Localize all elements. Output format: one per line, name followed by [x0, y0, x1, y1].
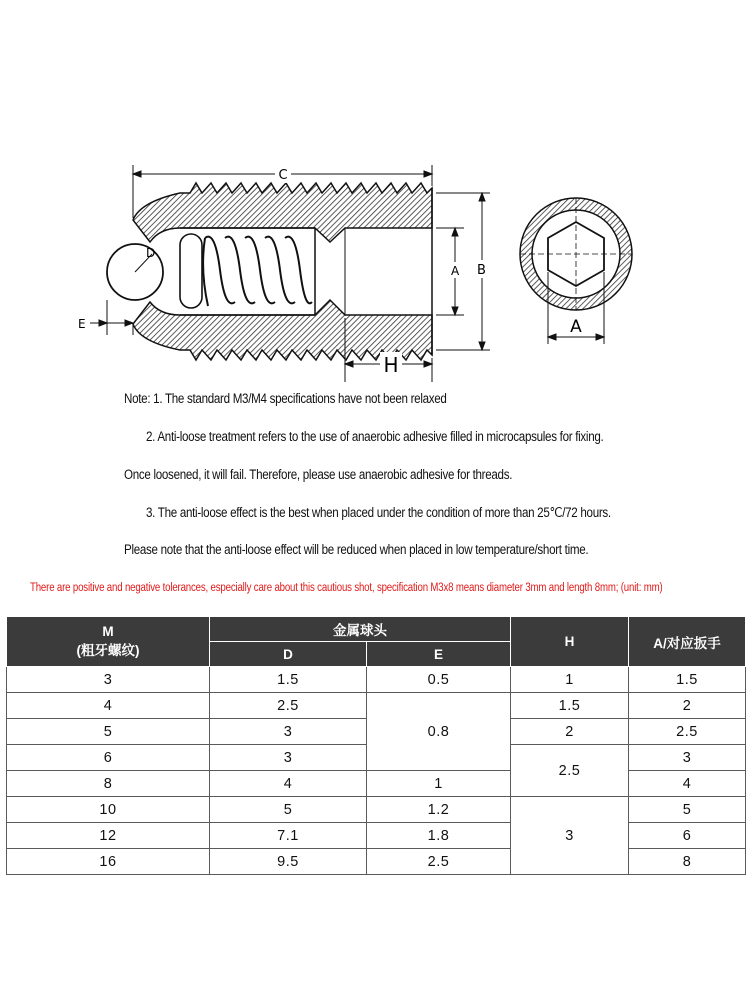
cell-d: 7.1 — [210, 823, 367, 849]
header-m-line2: (粗牙螺纹) — [76, 643, 140, 658]
tolerance-note: There are positive and negative tolerances, especially care about this cautious shot, specification M3x8 means diameter 3mm and length 8mm; (unit: mm) — [30, 582, 663, 594]
body-lower-section — [133, 300, 432, 360]
cell-a: 1.5 — [629, 667, 746, 693]
cell-a: 2.5 — [629, 719, 746, 745]
label-a-hex: A — [570, 317, 582, 337]
cell-e: 1.8 — [367, 823, 511, 849]
cell-d: 9.5 — [210, 849, 367, 875]
piston — [180, 234, 202, 308]
table-row — [7, 771, 746, 797]
label-h: H — [383, 353, 399, 377]
header-metal-ball-head: 金属球头 — [210, 617, 511, 642]
note-2-continued: Once loosened, it will fail. Therefore, please use anaerobic adhesive for threads. — [124, 467, 513, 482]
spec-table — [6, 616, 746, 875]
dimension-e — [90, 300, 133, 335]
cell-e: 0.8 — [367, 693, 511, 771]
table-row — [7, 849, 746, 875]
cell-m: 16 — [7, 849, 210, 875]
note-1: Note: 1. The standard M3/M4 specifications have not been relaxed — [124, 391, 447, 406]
table-row — [7, 823, 746, 849]
dimension-a-side — [436, 228, 464, 315]
cell-a: 4 — [629, 771, 746, 797]
cell-d: 5 — [210, 797, 367, 823]
cell-a: 6 — [629, 823, 746, 849]
cell-e: 1.2 — [367, 797, 511, 823]
header-e: E — [367, 642, 511, 667]
cell-m: 5 — [7, 719, 210, 745]
cell-m: 8 — [7, 771, 210, 797]
cell-m: 12 — [7, 823, 210, 849]
cell-d: 2.5 — [210, 693, 367, 719]
table-row — [7, 693, 746, 719]
cell-h: 2 — [511, 719, 629, 745]
cell-h: 1 — [511, 667, 629, 693]
note-2: 2. Anti-loose treatment refers to the use of anaerobic adhesive filled in microcapsules for fixing. — [146, 429, 604, 444]
label-d: D — [146, 246, 156, 260]
header-h: H — [511, 617, 629, 667]
body-upper-section — [133, 183, 432, 242]
cell-h: 2.5 — [511, 745, 629, 797]
spring — [203, 237, 312, 306]
note-3: 3. The anti-loose effect is the best when placed under the condition of more than 25℃/72 hours. — [146, 505, 611, 520]
ball-plunger-drawing — [0, 150, 750, 390]
cell-a: 3 — [629, 745, 746, 771]
cell-a: 5 — [629, 797, 746, 823]
cell-a: 8 — [629, 849, 746, 875]
label-e: E — [78, 317, 86, 331]
table-row — [7, 667, 746, 693]
header-a: A/对应扳手 — [629, 617, 746, 667]
cell-e: 1 — [367, 771, 511, 797]
table-row — [7, 797, 746, 823]
cell-m: 6 — [7, 745, 210, 771]
cell-a: 2 — [629, 693, 746, 719]
cell-h: 3 — [511, 797, 629, 875]
header-m — [7, 617, 210, 667]
cell-m: 10 — [7, 797, 210, 823]
label-a-side: A — [451, 264, 460, 278]
label-b: B — [477, 263, 486, 278]
cell-m: 3 — [7, 667, 210, 693]
cell-d: 3 — [210, 745, 367, 771]
cell-e: 0.5 — [367, 667, 511, 693]
cell-m: 4 — [7, 693, 210, 719]
note-3-continued: Please note that the anti-loose effect will be reduced when placed in low temperature/short time. — [124, 542, 589, 557]
end-view — [520, 198, 632, 310]
cell-d: 1.5 — [210, 667, 367, 693]
cell-h: 1.5 — [511, 693, 629, 719]
cell-d: 3 — [210, 719, 367, 745]
label-c: C — [278, 168, 288, 183]
cell-e: 2.5 — [367, 849, 511, 875]
header-m-line1: M — [102, 624, 114, 639]
cell-d: 4 — [210, 771, 367, 797]
header-d: D — [210, 642, 367, 667]
